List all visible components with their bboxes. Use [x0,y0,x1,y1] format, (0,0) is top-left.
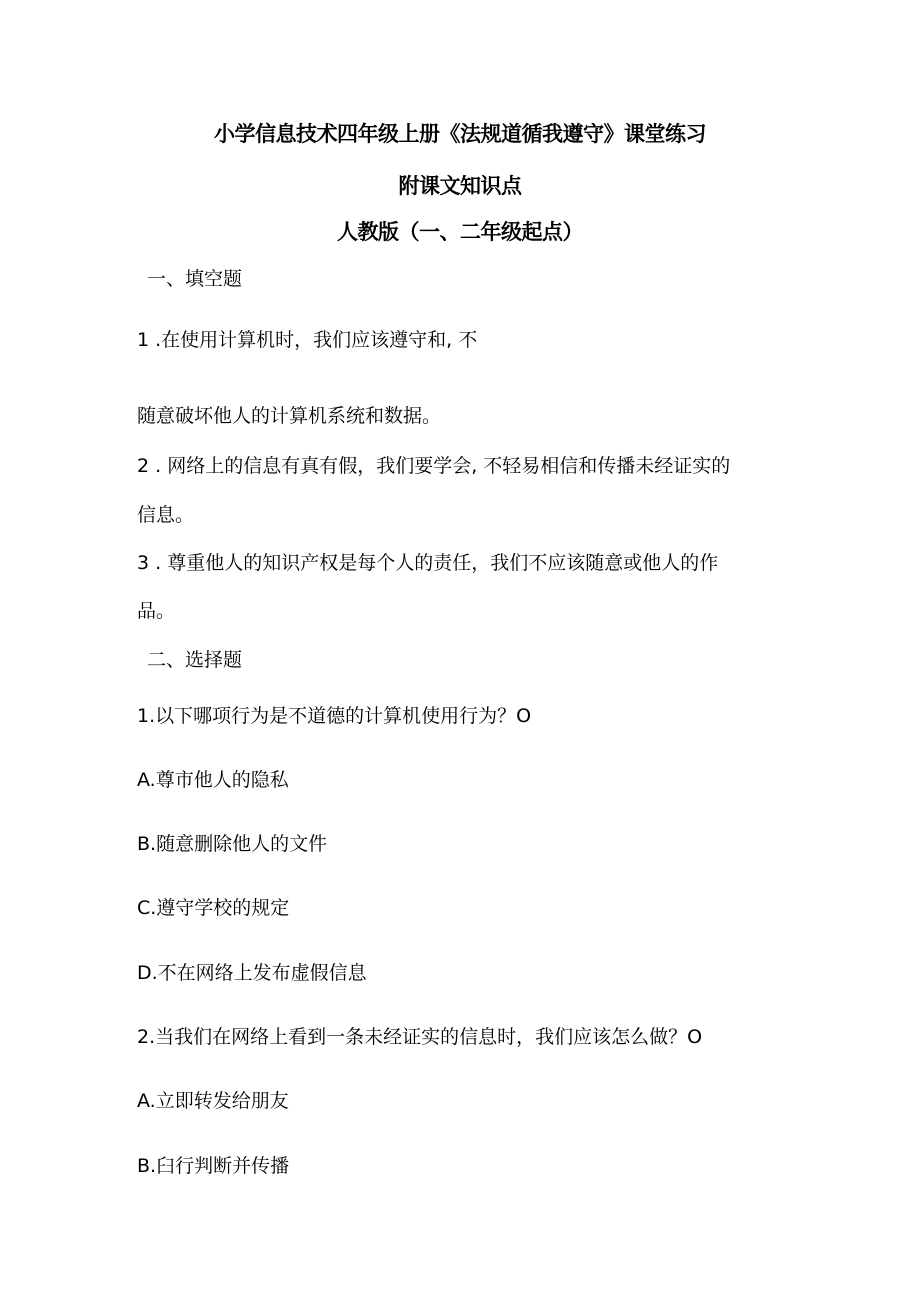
fill-blank-q1-line1: 1 .在使用计算机时，我们应该遵守和, 不 [137,329,478,351]
fill-blank-q1-line2: 随意破坏他人的计算机系统和数据。 [137,405,442,427]
choice-q1-option-a: A.尊市他人的隐私 [137,769,289,791]
document-title: 小学信息技术四年级上册《法规道循我遵守》课堂练习 [214,122,706,146]
choice-q2-option-a: A.立即转发给朋友 [137,1090,289,1112]
section-heading-fill-blank: 一、填空题 [147,268,243,290]
choice-q2-option-b: B.臼行判断并传播 [137,1155,290,1177]
choice-q1-option-c: C.遵守学校的规定 [137,897,290,919]
fill-blank-q3-line1: 3 . 尊重他人的知识产权是每个人的责任，我们不应该随意或他人的作 [137,552,719,574]
section-heading-choice: 二、选择题 [147,649,243,671]
fill-blank-q2-line1: 2 . 网络上的信息有真有假，我们要学会, 不轻易相信和传播未经证实的 [137,455,731,477]
document-edition: 人教版（一、二年级起点） [337,220,583,244]
choice-q1-option-d: D.不在网络上发布虚假信息 [137,962,367,984]
document-subtitle: 附课文知识点 [398,174,522,198]
fill-blank-q3-line2: 品。 [137,600,176,622]
choice-q1-question: 1.以下哪项行为是不道德的计算机使用行为？O [137,705,532,727]
choice-q1-option-b: B.随意删除他人的文件 [137,833,328,855]
choice-q2-question: 2.当我们在网络上看到一条未经证实的信息时，我们应该怎么做？O [137,1026,703,1048]
fill-blank-q2-line2: 信息。 [137,504,195,526]
